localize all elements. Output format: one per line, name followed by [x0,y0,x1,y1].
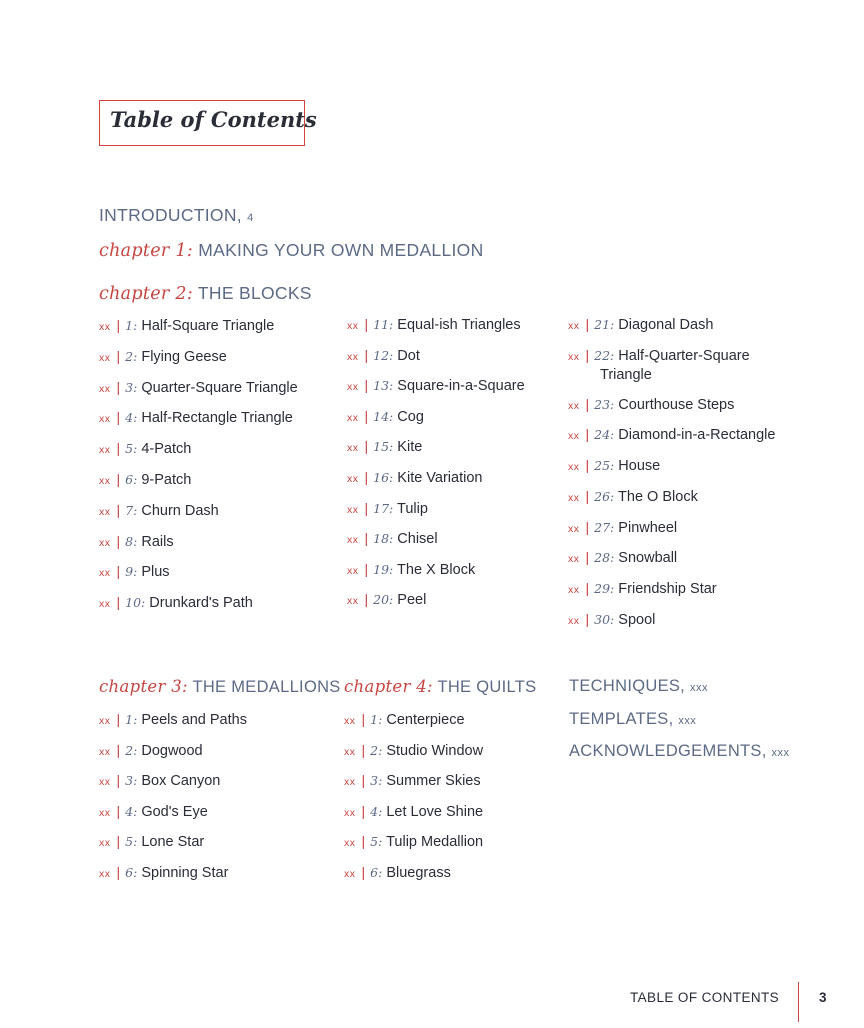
entry-number: 27: [594,520,615,535]
footer-section-label: TABLE OF CONTENTS [630,990,780,1005]
entry-divider: | [361,802,366,819]
toc-entry[interactable] [568,456,660,476]
entry-divider: | [116,772,121,789]
entry-divider: | [364,316,369,332]
entry-number: 15: [373,439,394,455]
entry-divider: | [116,802,121,819]
chapter-1-title: MAKING YOUR OWN MEDALLION [198,240,484,260]
backmatter-label: ACKNOWLEDGEMENTS, [569,742,767,760]
entry-number: 4: [125,410,138,426]
entry-title: 4-Patch [141,441,192,458]
entry-page-ref: xx [99,776,111,789]
entry-title: Tulip [397,500,428,517]
entry-title: Cog [397,408,424,425]
entry-number: 28: [594,550,615,565]
toc-entry[interactable] [568,518,677,538]
entry-page-ref: xx [99,567,111,580]
entry-title: Tulip Medallion [386,834,484,851]
entry-divider: | [116,347,121,364]
entry-page-ref: xx [99,837,111,850]
toc-entry[interactable] [568,579,717,599]
toc-entry[interactable] [99,802,208,822]
toc-entry[interactable] [568,395,734,415]
entry-page-ref: xx [568,584,580,596]
entry-divider: | [361,741,366,758]
entry-number: 25: [594,458,615,473]
entry-page-ref: xx [99,715,111,727]
entry-divider: | [585,396,590,412]
footer-divider [798,982,799,1022]
page-number: 3 [819,990,827,1005]
toc-entry[interactable] [568,487,698,507]
entry-number: 3: [370,773,383,789]
entry-divider: | [364,346,369,363]
entry-number: 2: [370,742,383,758]
entry-number: 14: [373,408,394,424]
introduction-page: 4 [247,212,254,224]
entry-divider: | [116,501,121,518]
entry-page-ref: xx [347,442,359,455]
entry-page-ref: xx [568,553,580,565]
entry-number: 24: [594,427,615,442]
toc-entry[interactable] [99,470,191,490]
toc-entry[interactable] [99,771,220,791]
entry-divider: | [585,549,590,565]
entry-page-ref: xx [99,745,111,758]
entry-divider: | [585,519,590,535]
entry-divider: | [585,580,590,596]
entry-number: 18: [373,531,394,547]
entry-page-ref: xx [347,411,359,424]
chapter-3-prefix: chapter 3: [99,677,188,696]
entry-title: Rails [141,533,174,550]
toc-entry[interactable] [568,610,655,630]
chapter-4-prefix: chapter 4: [344,677,433,696]
entry-divider: | [364,407,369,424]
entry-divider: | [116,563,121,580]
entry-number: 2: [125,742,138,758]
entry-page-ref: xx [568,400,580,412]
entry-divider: | [361,833,366,850]
entry-number: 9: [125,564,138,580]
toc-entry[interactable] [347,437,422,457]
toc-entry[interactable] [344,863,451,883]
entry-page-ref: xx [568,320,580,332]
entry-title: Square-in-a-Square [397,378,525,395]
entry-page-ref: xx [568,492,580,504]
entry-number: 4: [370,803,383,819]
entry-page-ref: xx [99,321,111,333]
entry-title: Equal-ish Triangles [397,317,521,333]
entry-title: Chisel [397,531,438,548]
backmatter-label: TECHNIQUES, [569,677,686,695]
entry-divider: | [116,711,121,727]
chapter-3-heading[interactable] [99,677,341,697]
entry-divider: | [116,833,121,850]
entry-divider: | [116,409,121,426]
entry-number: 1: [370,712,383,727]
entry-title: Summer Skies [386,773,481,790]
entry-title: Courthouse Steps [618,397,735,413]
entry-page-ref: xx [568,351,580,363]
entry-page-ref: xx [347,350,359,363]
entry-title: Spinning Star [141,865,229,881]
toc-entry[interactable] [99,741,203,761]
introduction-label: INTRODUCTION, [99,205,242,225]
entry-divider: | [116,440,121,457]
entry-title: Kite [397,439,423,456]
entry-title: Plus [141,564,170,581]
entry-number: 22: [594,348,615,363]
entry-page-ref: xx [347,503,359,516]
entry-title: Bluegrass [386,865,451,881]
entry-divider: | [364,377,369,394]
toc-entry[interactable] [347,529,438,549]
toc-entry[interactable] [99,863,228,883]
entry-number: 30: [594,612,615,627]
entry-page-ref: xx [99,475,111,487]
entry-page-ref: xx [344,776,356,789]
page-title: Table of Contents [110,107,317,132]
toc-entry[interactable] [99,347,227,367]
toc-entry[interactable] [99,439,191,459]
entry-title: Studio Window [386,742,484,759]
entry-number: 1: [125,318,138,333]
entry-title: Peels and Paths [141,712,247,728]
entry-divider: | [116,471,121,487]
entry-number: 6: [125,865,138,880]
entry-title: Drunkard's Path [149,595,253,612]
toc-entry[interactable] [568,548,677,568]
entry-number: 6: [370,865,383,880]
backmatter-page: xxx [771,747,790,759]
toc-entry[interactable] [344,832,483,852]
entry-page-ref: xx [347,534,359,547]
entry-page-ref: xx [99,598,111,611]
entry-title: Dogwood [141,742,203,759]
entry-number: 29: [594,581,615,596]
entry-number: 21: [594,317,615,332]
entry-page-ref: xx [99,806,111,819]
toc-entry[interactable] [568,346,750,384]
entry-number: 23: [594,397,615,412]
entry-number: 2: [125,348,138,364]
backmatter-label: TEMPLATES, [569,710,674,728]
toc-entry[interactable] [99,378,298,398]
entry-divider: | [585,611,590,627]
chapter-1-prefix: chapter 1: [99,241,194,261]
entry-page-ref: xx [347,564,359,577]
entry-title: Churn Dash [141,502,219,519]
entry-divider: | [361,711,366,727]
toc-entry[interactable] [99,501,219,521]
toc-entry[interactable] [99,562,170,582]
entry-divider: | [585,488,590,504]
toc-entry[interactable] [347,499,428,519]
entry-number: 17: [373,500,394,516]
entry-page-ref: xx [347,381,359,394]
toc-backmatter-item[interactable] [569,710,696,729]
entry-title: The X Block [397,561,476,578]
chapter-3-title: THE MEDALLIONS [192,678,341,696]
toc-backmatter-item[interactable] [569,677,708,696]
toc-entry[interactable] [344,741,483,761]
entry-number: 11: [373,317,394,332]
entry-divider: | [364,560,369,577]
entry-title: Pinwheel [618,520,678,536]
toc-title-box [99,100,317,146]
entry-number: 26: [594,489,615,504]
entry-page-ref: xx [344,715,356,727]
entry-divider: | [585,457,590,473]
entry-number: 3: [125,773,138,789]
chapter-1-heading[interactable] [99,240,484,261]
entry-number: 6: [125,472,138,487]
entry-page-ref: xx [99,351,111,364]
entry-title-continued: Triangle [600,367,652,383]
chapter-4-title: THE QUILTS [437,678,537,696]
entry-divider: | [364,438,369,455]
entry-page-ref: xx [99,413,111,426]
entry-title: Friendship Star [618,581,717,597]
entry-divider: | [585,316,590,332]
entry-divider: | [116,317,121,333]
backmatter-page: xxx [678,715,697,727]
chapter-2-heading[interactable] [99,283,312,304]
entry-number: 8: [125,533,138,549]
entry-title: Flying Geese [141,348,227,365]
entry-divider: | [116,532,121,549]
entry-title: Centerpiece [386,712,465,728]
entry-number: 3: [125,379,138,395]
toc-entry[interactable] [347,315,521,335]
entry-page-ref: xx [347,320,359,332]
entry-number: 7: [125,502,138,518]
entry-title: 9-Patch [141,472,192,488]
entry-divider: | [116,741,121,758]
entry-page-ref: xx [344,868,356,880]
entry-divider: | [116,378,121,395]
entry-number: 5: [125,441,138,457]
entry-page-ref: xx [568,615,580,627]
entry-number: 13: [373,378,394,394]
toc-entry[interactable] [99,408,293,428]
entry-page-ref: xx [568,461,580,473]
entry-title: Half-Rectangle Triangle [141,410,293,427]
entry-page-ref: xx [568,523,580,535]
toc-entry[interactable] [344,771,481,791]
entry-page-ref: xx [99,444,111,457]
entry-title: Let Love Shine [386,803,484,820]
toc-entry[interactable] [568,315,713,335]
toc-entry[interactable] [347,407,424,427]
entry-number: 19: [373,561,394,577]
entry-divider: | [585,347,590,363]
toc-entry[interactable] [347,468,482,488]
chapter-2-prefix: chapter 2: [99,284,194,304]
entry-title: Lone Star [141,834,205,851]
entry-title: Snowball [618,550,678,566]
entry-title: Half-Square Triangle [141,318,275,334]
entry-number: 1: [125,712,138,727]
entry-number: 5: [125,834,138,850]
entry-number: 4: [125,803,138,819]
entry-page-ref: xx [99,382,111,395]
entry-title: Peel [397,592,427,609]
entry-number: 5: [370,834,383,850]
entry-divider: | [361,772,366,789]
entry-divider: | [585,426,590,442]
toc-entry[interactable] [347,560,475,580]
entry-divider: | [364,499,369,516]
entry-number: 12: [373,347,394,363]
entry-page-ref: xx [344,806,356,819]
entry-page-ref: xx [99,536,111,549]
toc-entry[interactable] [347,376,525,396]
chapter-2-title: THE BLOCKS [197,283,312,303]
entry-title: The O Block [618,489,698,505]
entry-number: 10: [125,595,146,611]
entry-title: Diamond-in-a-Rectangle [618,427,776,443]
toc-introduction[interactable] [99,205,254,226]
toc-entry[interactable] [99,593,253,613]
entry-divider: | [364,530,369,547]
entry-title: Kite Variation [397,470,483,486]
entry-divider: | [361,864,366,880]
entry-page-ref: xx [347,473,359,485]
toc-entry[interactable] [344,710,465,730]
toc-entry[interactable] [99,316,274,336]
entry-title: Diagonal Dash [618,317,714,333]
toc-entry[interactable] [568,425,775,445]
entry-page-ref: xx [99,868,111,880]
entry-page-ref: xx [568,430,580,442]
entry-number: 20: [373,592,394,608]
entry-number: 16: [373,470,394,485]
backmatter-page: xxx [689,682,708,694]
toc-entry[interactable] [347,346,420,366]
entry-page-ref: xx [344,837,356,850]
entry-title: Box Canyon [141,773,221,790]
entry-title: Spool [618,612,656,628]
entry-title: God's Eye [141,803,208,820]
entry-title: House [618,458,661,474]
entry-divider: | [364,591,369,608]
toc-entry[interactable] [99,710,247,730]
entry-page-ref: xx [347,595,359,608]
entry-page-ref: xx [344,745,356,758]
entry-title: Dot [397,347,420,364]
toc-backmatter-item[interactable] [569,742,790,761]
entry-title: Half-Quarter-Square [618,348,750,364]
entry-divider: | [116,594,121,611]
chapter-4-heading[interactable] [344,677,536,697]
toc-entry[interactable] [344,802,483,822]
entry-title: Quarter-Square Triangle [141,379,298,396]
entry-page-ref: xx [99,505,111,518]
entry-divider: | [364,469,369,485]
entry-divider: | [116,864,121,880]
toc-entry[interactable] [99,832,204,852]
toc-entry[interactable] [347,590,426,610]
toc-entry[interactable] [99,532,174,552]
